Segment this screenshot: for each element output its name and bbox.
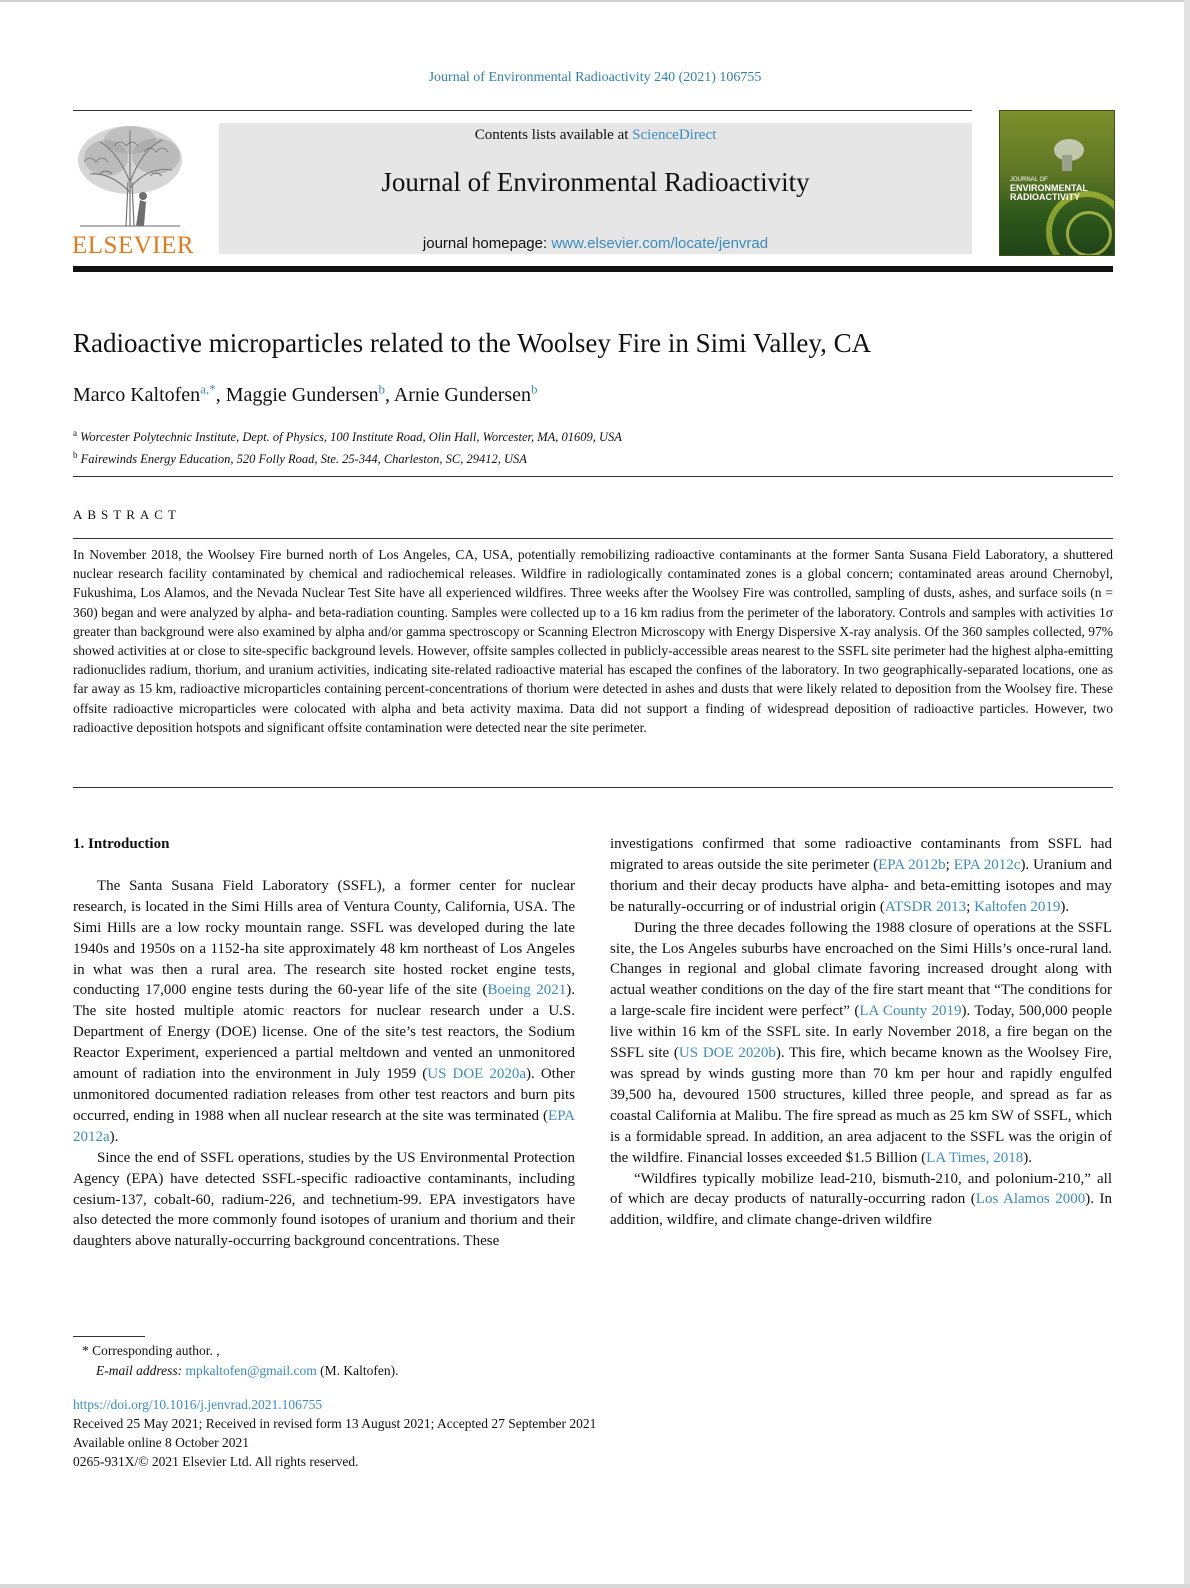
author-affiliation-mark[interactable]: a,* xyxy=(200,381,216,397)
reference-link[interactable]: US DOE 2020a xyxy=(427,1066,527,1083)
header-thick-rule xyxy=(73,266,1113,272)
journal-banner xyxy=(219,123,972,254)
sciencedirect-link[interactable]: ScienceDirect xyxy=(632,127,717,143)
email-link[interactable]: mpkaltofen@gmail.com xyxy=(185,1363,317,1378)
body-paragraph: During the three decades following the 1988 closure of operations at the SSFL site, the Los Angeles suburbs have encroached on the Simi Hills’s once-rural land. Changes in regional and global climate favoring increased drought along with actual weather conditions on the day of the fire start meant that “The conditions for a large-scale fire incident were perfect” (LA County 2019). Today, 500,000 people live within 16 km of the SSFL site. In early November 2018, a fire began on the SSFL site (US DOE 2020b). This fire, which became known as the Woolsey Fire, was spread by winds gusting more than 70 km per hour and rapidly engulfed 39,500 ha, devoured 1500 structures, killed three people, and spread as far as coastal California at Malibu. The fire spread as much as 25 km SW of SSFL, which is a formidable spread. In addition, an area adjacent to the SSFL was the origin of the wildfire. Financial losses exceeded $1.5 Billion (LA Times, 2018). xyxy=(610,919,1113,1166)
author-name: Marco Kaltofen xyxy=(73,384,201,406)
reference-link[interactable]: EPA 2012b xyxy=(878,856,946,873)
reference-link[interactable]: EPA 2012c xyxy=(953,856,1021,873)
email-line: E-mail address: mpkaltofen@gmail.com (M. Kaltofen). xyxy=(96,1363,399,1378)
elsevier-wordmark: ELSEVIER xyxy=(72,232,195,259)
reference-link[interactable]: Kaltofen 2019 xyxy=(974,898,1061,915)
reference-link[interactable]: Boeing 2021 xyxy=(487,982,567,999)
author-name: Maggie Gundersen xyxy=(225,384,379,406)
reference-link[interactable]: EPA 2012a xyxy=(73,1107,575,1145)
window-bottom-border xyxy=(0,1584,1190,1588)
article-title: Radioactive microparticles related to the Woolsey Fire in Simi Valley, CA xyxy=(73,328,872,358)
journal-cover-thumbnail[interactable] xyxy=(999,110,1115,256)
affiliation-item: $^a$ Worcester Polytechnic Institute, Dept. of Physics, 100 Institute Road, Olin Hall, Worcester, MA, 01609, USA xyxy=(73,428,622,445)
copyright-line: 0265-931X/© 2021 Elsevier Ltd. All rights reserved. xyxy=(73,1454,359,1469)
cover-tower-shape xyxy=(1062,155,1072,171)
abstract-heading: ABSTRACT xyxy=(73,507,181,522)
available-online-date: Available online 8 October 2021 xyxy=(73,1435,249,1450)
received-dates: Received 25 May 2021; Received in revised form 13 August 2021; Accepted 27 September 2021 xyxy=(73,1416,597,1431)
divider xyxy=(73,538,1113,539)
divider xyxy=(73,476,1113,477)
body-paragraph: The Santa Susana Field Laboratory (SSFL), a former center for nuclear research, is located in the Simi Hills area of Ventura County, California, USA. The Simi Hills are a low rocky mountain range. SSFL was developed during the late 1940s and 1950s on a 1152-ha site approximately 48 km northeast of Los Angeles in what was then a rural area. The research site hosted rocket engine tests, conducting 17,000 engine tests during the 60-year life of the site (Boeing 2021). The site hosted multiple atomic reactors for nuclear research under a U.S. Department of Energy (DOE) license. One of the site’s test reactors, the Sodium Reactor Experiment, experienced a partial meltdown and vented an unmonitored amount of radiation into the environment in July 1959 (US DOE 2020a). Other unmonitored documented radiation releases from other test reactors and burn pits occurred, ending in 1988 when all nuclear research at the site was terminated (EPA 2012a). xyxy=(73,877,575,1145)
reference-link[interactable]: ATSDR 2013 xyxy=(884,898,967,915)
reference-link[interactable]: US DOE 2020b xyxy=(678,1045,776,1062)
affiliation-item: $^b$ Fairewinds Energy Education, 520 Folly Road, Ste. 25-344, Charleston, SC, 29412, USA xyxy=(73,450,527,467)
affiliation-list xyxy=(73,424,622,468)
journal-title: Journal of Environmental Radioactivity xyxy=(381,167,810,197)
body-column-right xyxy=(610,834,1112,1231)
header-divider xyxy=(73,110,972,111)
footnote-rule xyxy=(73,1336,145,1337)
divider xyxy=(73,787,1113,788)
homepage-line: journal homepage: www.elsevier.com/locate/jenvrad xyxy=(422,235,769,252)
corresponding-author-note: * Corresponding author. , xyxy=(82,1343,220,1358)
author-name: Arnie Gundersen xyxy=(393,384,532,406)
body-paragraph: “Wildfires typically mobilize lead-210, bismuth-210, and polonium-210,” all of which are decay products of naturally-occurring radon (Los Alamos 2000). In addition, wildfire, and climate change-driven wildfire xyxy=(610,1170,1112,1229)
author-affiliation-mark[interactable]: b xyxy=(378,381,385,397)
body-paragraph: Since the end of SSFL operations, studies by the US Environmental Protection Agency (EPA) have detected SSFL-specific radioactive contaminants, including cesium-137, cobalt-60, radium-226, and technetium-99. EPA investigators have also detected the more commonly found isotopes of uranium and thorium and their daughters above naturally-occurring background concentrations. These xyxy=(73,1149,575,1250)
contents-line: Contents lists available at ScienceDirect xyxy=(474,127,717,143)
body-paragraph: investigations confirmed that some radioactive contaminants from SSFL had migrated to areas outside the site perimeter (EPA 2012b; EPA 2012c). Uranium and thorium and their decay products have alpha- and beta-emitting isotopes and may be naturally-occurring or of industrial origin (ATSDR 2013; Kaltofen 2019). xyxy=(610,836,1112,915)
section-heading: 1. Introduction xyxy=(73,836,170,852)
journal-homepage-link[interactable]: www.elsevier.com/locate/jenvrad xyxy=(551,235,769,252)
window-top-border xyxy=(0,0,1190,2)
window-scrollbar-track[interactable] xyxy=(1184,0,1190,1588)
body-column-left xyxy=(73,834,575,1252)
footnote-block xyxy=(82,1341,399,1381)
reference-link[interactable]: LA Times, 2018 xyxy=(926,1149,1024,1166)
reference-link[interactable]: LA County 2019 xyxy=(859,1003,962,1020)
author-list: Marco Kaltofen$^{a,*}$, Maggie Gundersen$^b$, Arnie Gundersen$^b$ xyxy=(73,381,538,406)
abstract-text: In November 2018, the Woolsey Fire burned north of Los Angeles, CA, USA, potentially remobilizing radioactive contaminants at the former Santa Susana Field Laboratory, a shuttered nuclear research facility contaminated by chemical and radiochemical releases. Wildfire in radiologically contaminated zones is a global concern; contaminated areas around Chernobyl, Fukushima, Los Alamos, and the Nevada Nuclear Test Site have all experienced wildfires. Three weeks after the Woolsey Fire was controlled, sampling of dusts, ashes, and surface soils (n = 360) began and were analyzed by alpha- and beta-radiation counting. Samples were collected up to a 16 km radius from the perimeter of the laboratory. Controls and samples with activities 1σ greater than background were also examined by alpha and/or gamma spectroscopy or Scanning Electron Microscopy with Energy Dispersive X-ray analysis. Of the 360 samples collected, 97% showed activities at or close to site-specific background levels. However, offsite samples collected in publicly-accessible areas nearest to the SSFL site perimeter had the highest alpha-emitting radionuclides radium, thorium, and uranium activities, indicating site-related radioactive material has escaped the confines of the laboratory. In two geographically-separated locations, one as far away as 15 km, radioactive microparticles containing percent-concentrations of thorium were detected in ashes and dusts that were likely related to deposition from the Woolsey fire. These offsite radioactive microparticles were colocated with alpha and beta activity maxima. Data did not support a finding of widespread deposition of radioactive particles. However, two radioactive deposition hotspots and significant offsite contamination were detected near the site perimeter. xyxy=(73,547,1113,735)
cover-title: JOURNAL OF ENVIRONMENTAL RADIOACTIVITY xyxy=(1010,177,1088,202)
doi-link[interactable]: https://doi.org/10.1016/j.jenvrad.2021.106755 xyxy=(73,1397,323,1412)
journal-citation-link[interactable]: Journal of Environmental Radioactivity 240 (2021) 106755 xyxy=(428,70,762,85)
article-history-block xyxy=(73,1395,596,1471)
cover-ring-inner-shape xyxy=(1066,211,1112,256)
reference-link[interactable]: Los Alamos 2000 xyxy=(975,1191,1086,1208)
author-affiliation-mark[interactable]: b xyxy=(531,381,538,397)
